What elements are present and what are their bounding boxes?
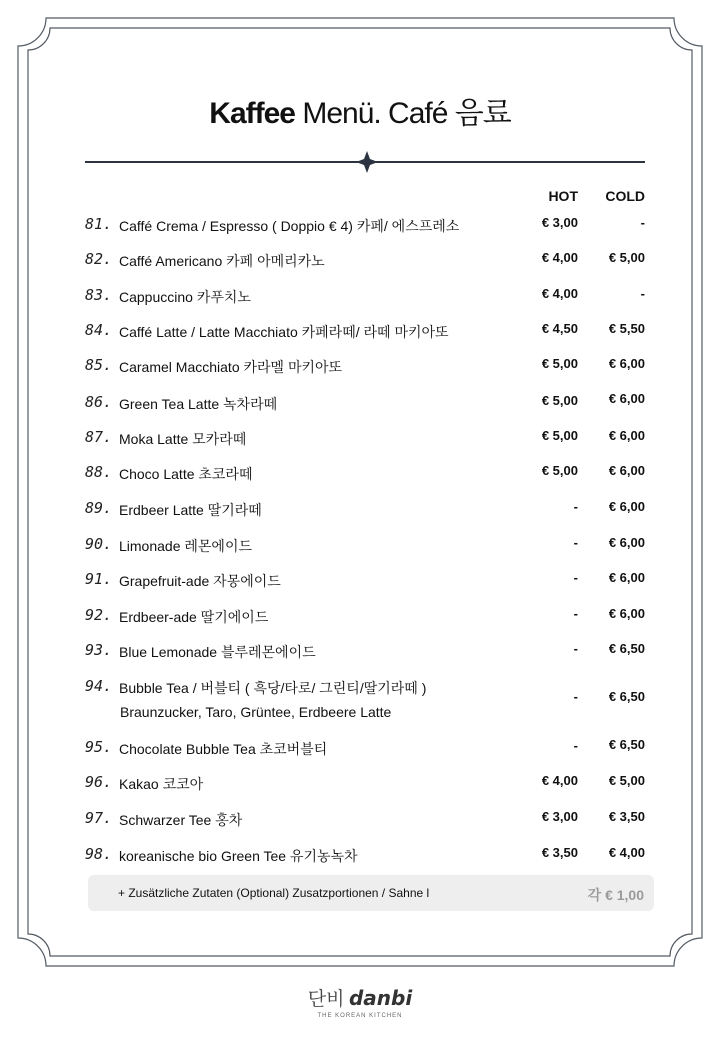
menu-item bbox=[0, 286, 720, 322]
item-number: 98. bbox=[85, 845, 113, 863]
menu-item bbox=[0, 428, 720, 464]
item-number: 95. bbox=[85, 738, 113, 756]
item-name: Caffé Latte / Latte Macchiato 카페라떼/ 라떼 마키아또 bbox=[119, 324, 449, 340]
item-price-hot: € 3,50 bbox=[541, 845, 578, 860]
item-number: 96. bbox=[85, 773, 113, 791]
menu-item bbox=[0, 250, 720, 286]
item-number: 93. bbox=[85, 641, 113, 659]
item-number: 87. bbox=[85, 428, 113, 446]
item-number: 86. bbox=[85, 393, 113, 411]
column-header-cold: COLD bbox=[605, 188, 645, 204]
item-price-hot: - bbox=[573, 535, 578, 550]
item-number: 84. bbox=[85, 321, 113, 339]
item-price-cold: € 6,00 bbox=[608, 356, 645, 371]
item-number: 90. bbox=[85, 535, 113, 553]
item-price-cold: € 6,00 bbox=[608, 535, 645, 550]
item-price-cold: € 3,50 bbox=[608, 809, 645, 824]
item-number: 97. bbox=[85, 809, 113, 827]
item-price-cold: € 6,00 bbox=[608, 499, 645, 514]
item-name: Cappuccino 카푸치노 bbox=[119, 289, 251, 305]
item-name: Caffé Crema / Espresso ( Doppio € 4) 카페/ 에스프레소 bbox=[119, 218, 460, 234]
menu-item bbox=[0, 321, 720, 357]
diamond-ornament-icon bbox=[356, 151, 378, 173]
item-name: Schwarzer Tee 홍차 bbox=[119, 812, 243, 828]
item-price-hot: € 3,00 bbox=[541, 215, 578, 230]
item-price-hot: € 3,00 bbox=[541, 809, 578, 824]
extras-label: + Zusätzliche Zutaten (Optional) Zusatzportionen / Sahne l bbox=[118, 886, 430, 900]
item-name: Limonade 레몬에이드 bbox=[119, 538, 252, 554]
logo-tagline: THE KOREAN KITCHEN bbox=[317, 1013, 403, 1019]
item-number: 91. bbox=[85, 570, 113, 588]
item-name: Caffé Americano 카페 아메리카노 bbox=[119, 253, 325, 269]
item-name: Blue Lemonade 블루레몬에이드 bbox=[119, 644, 316, 660]
item-price-cold: € 6,50 bbox=[608, 641, 645, 656]
item-price-hot: € 4,00 bbox=[541, 250, 578, 265]
menu-item bbox=[0, 570, 720, 606]
item-price-cold: € 5,00 bbox=[608, 773, 645, 788]
item-price-hot: € 4,00 bbox=[541, 286, 578, 301]
item-name: Erdbeer Latte 딸기라떼 bbox=[119, 502, 262, 518]
item-price-cold: € 6,00 bbox=[608, 570, 645, 585]
menu-item bbox=[0, 535, 720, 571]
item-price-cold: € 6,50 bbox=[608, 689, 645, 704]
title-divider bbox=[85, 151, 645, 173]
menu-item bbox=[0, 499, 720, 535]
title-bold: Kaffee bbox=[209, 97, 295, 130]
item-name: koreanische bio Green Tee 유기농녹차 bbox=[119, 848, 358, 864]
item-price-hot: - bbox=[573, 641, 578, 656]
item-subname: Braunzucker, Taro, Grüntee, Erdbeere Latte bbox=[120, 704, 392, 720]
extras-box bbox=[88, 875, 654, 911]
menu-item bbox=[0, 773, 720, 809]
item-price-hot: - bbox=[573, 499, 578, 514]
menu-item bbox=[0, 677, 720, 733]
item-price-cold: € 6,00 bbox=[608, 391, 645, 406]
menu-item bbox=[0, 215, 720, 251]
title-rest: Menü. Café 음료 bbox=[302, 97, 511, 130]
item-name: Chocolate Bubble Tea 초코버블티 bbox=[119, 741, 328, 757]
brand-logo bbox=[0, 984, 720, 1019]
item-price-hot: € 5,00 bbox=[541, 393, 578, 408]
column-header-hot: HOT bbox=[548, 188, 578, 204]
item-number: 94. bbox=[85, 677, 113, 695]
item-price-cold: - bbox=[640, 215, 645, 230]
item-price-hot: € 5,00 bbox=[541, 428, 578, 443]
item-price-cold: € 6,00 bbox=[608, 428, 645, 443]
item-price-hot: € 4,50 bbox=[541, 321, 578, 336]
menu-item bbox=[0, 463, 720, 499]
item-price-cold: € 5,00 bbox=[608, 250, 645, 265]
item-number: 82. bbox=[85, 250, 113, 268]
item-price-hot: - bbox=[573, 570, 578, 585]
item-price-hot: € 5,00 bbox=[541, 463, 578, 478]
logo-korean: 단비 bbox=[307, 988, 345, 1010]
item-name: Kakao 코코아 bbox=[119, 776, 204, 792]
item-price-hot: € 4,00 bbox=[541, 773, 578, 788]
item-number: 81. bbox=[85, 215, 113, 233]
item-name: Caramel Macchiato 카라멜 마키아또 bbox=[119, 359, 343, 375]
item-number: 89. bbox=[85, 499, 113, 517]
menu-item bbox=[0, 356, 720, 392]
item-price-cold: € 5,50 bbox=[608, 321, 645, 336]
item-price-hot: - bbox=[573, 606, 578, 621]
item-price-cold: € 6,50 bbox=[608, 737, 645, 752]
item-price-cold: € 6,00 bbox=[608, 463, 645, 478]
page-title bbox=[0, 88, 720, 132]
item-price-hot: € 5,00 bbox=[541, 356, 578, 371]
item-price-cold: € 6,00 bbox=[608, 606, 645, 621]
logo-latin: danbi bbox=[348, 986, 413, 1010]
item-name: Grapefruit-ade 자몽에이드 bbox=[119, 573, 281, 589]
menu-item bbox=[0, 606, 720, 642]
item-price-hot: - bbox=[573, 738, 578, 753]
item-name: Moka Latte 모카라떼 bbox=[119, 431, 247, 447]
item-name: Erdbeer-ade 딸기에이드 bbox=[119, 609, 269, 625]
menu-item bbox=[0, 393, 720, 429]
item-price-cold: - bbox=[640, 286, 645, 301]
menu-item bbox=[0, 738, 720, 774]
item-number: 83. bbox=[85, 286, 113, 304]
item-name: Bubble Tea / 버블티 ( 흑당/타로/ 그린티/딸기라떼 ) bbox=[119, 680, 427, 696]
item-price-cold: € 4,00 bbox=[608, 845, 645, 860]
item-name: Choco Latte 초코라떼 bbox=[119, 466, 253, 482]
item-price-hot: - bbox=[573, 689, 578, 704]
item-number: 85. bbox=[85, 356, 113, 374]
item-name: Green Tea Latte 녹차라떼 bbox=[119, 396, 278, 412]
menu-item bbox=[0, 641, 720, 677]
item-number: 88. bbox=[85, 463, 113, 481]
item-number: 92. bbox=[85, 606, 113, 624]
extras-price: 각 € 1,00 bbox=[587, 887, 644, 903]
menu-item bbox=[0, 809, 720, 845]
